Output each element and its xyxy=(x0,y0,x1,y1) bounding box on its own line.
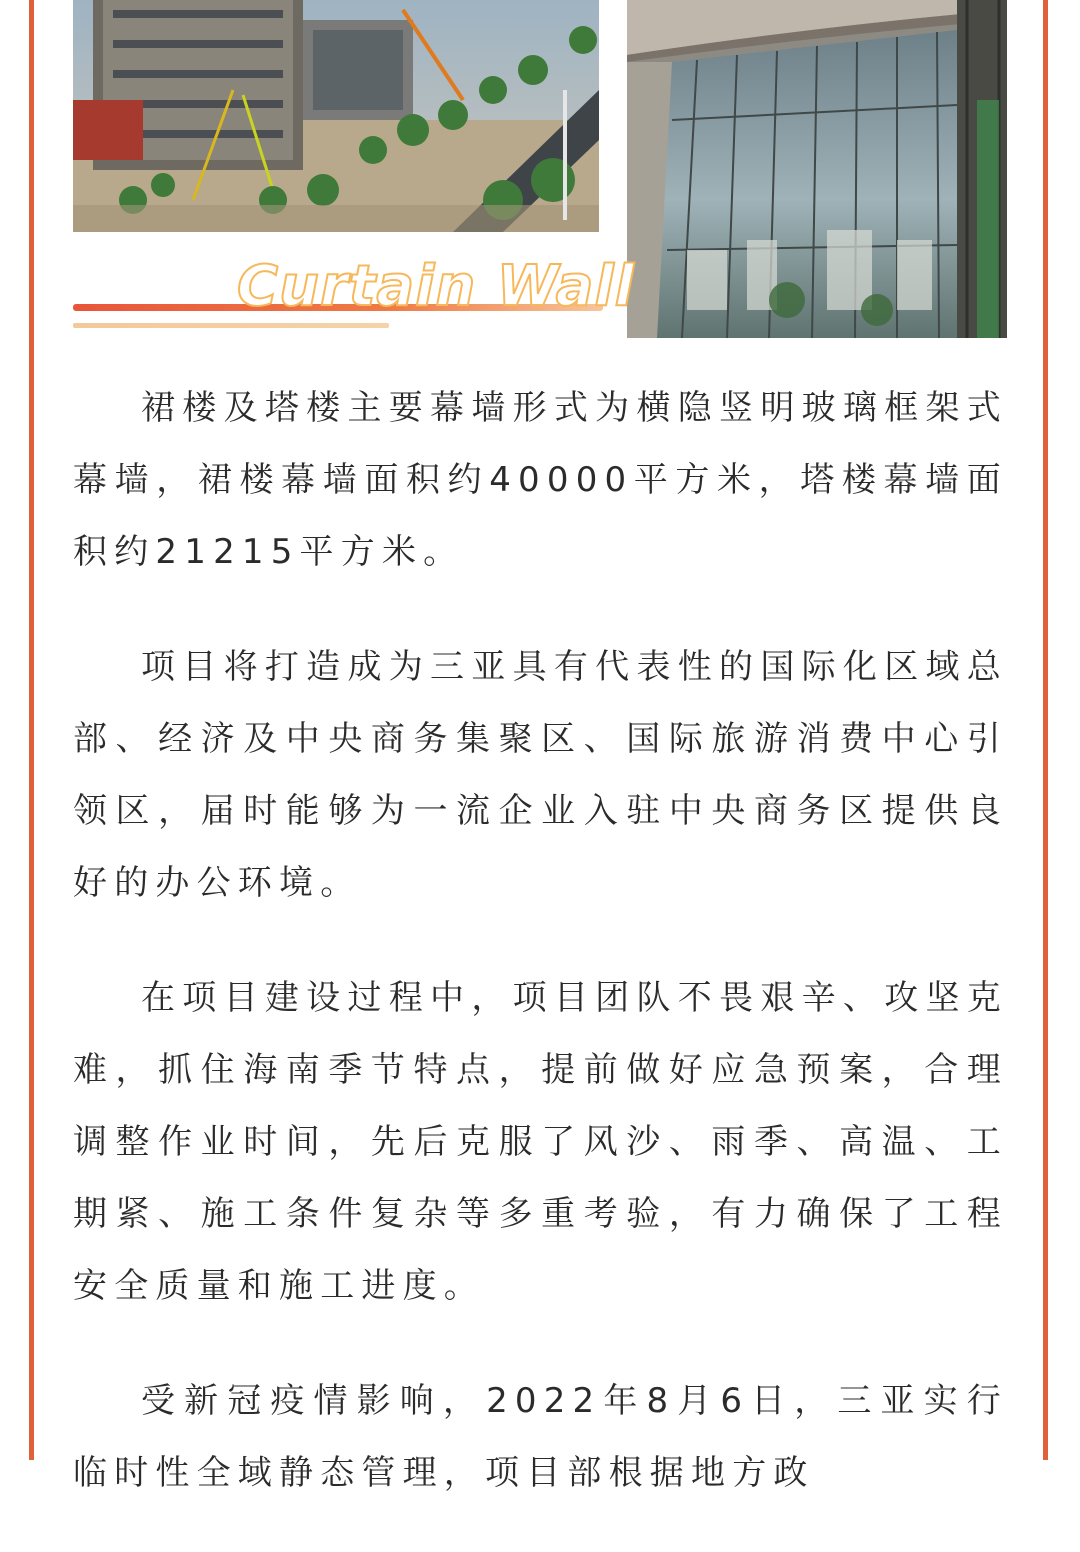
curtain-wall-photo xyxy=(627,0,1007,338)
banner-underline-short xyxy=(73,323,389,328)
paragraph: 在项目建设过程中，项目团队不畏艰辛、攻坚克难，抓住海南季节特点，提前做好应急预案，合理调整作业时间，先后克服了风沙、雨季、高温、工期紧、施工条件复杂等多重考验，有力确保了工程安全质量和施工进度。 xyxy=(73,978,1008,1306)
paragraph: 项目将打造成为三亚具有代表性的国际化区域总部、经济及中央商务集聚区、国际旅游消费中心引领区，届时能够为一流企业入驻中央商务区提供良好的办公环境。 xyxy=(73,647,1008,903)
paragraph: 裙楼及塔楼主要幕墙形式为横隐竖明玻璃框架式幕墙，裙楼幕墙面积约40000平方米，塔楼幕墙面积约21215平方米。 xyxy=(73,388,1008,572)
banner-title: Curtain Wall xyxy=(237,254,635,319)
article-body xyxy=(73,372,1008,1552)
paragraph: 受新冠疫情影响，2022年8月6日，三亚实行临时性全域静态管理，项目部根据地方政 xyxy=(73,1381,1008,1493)
section-banner xyxy=(73,254,635,335)
construction-site-photo xyxy=(73,0,599,232)
